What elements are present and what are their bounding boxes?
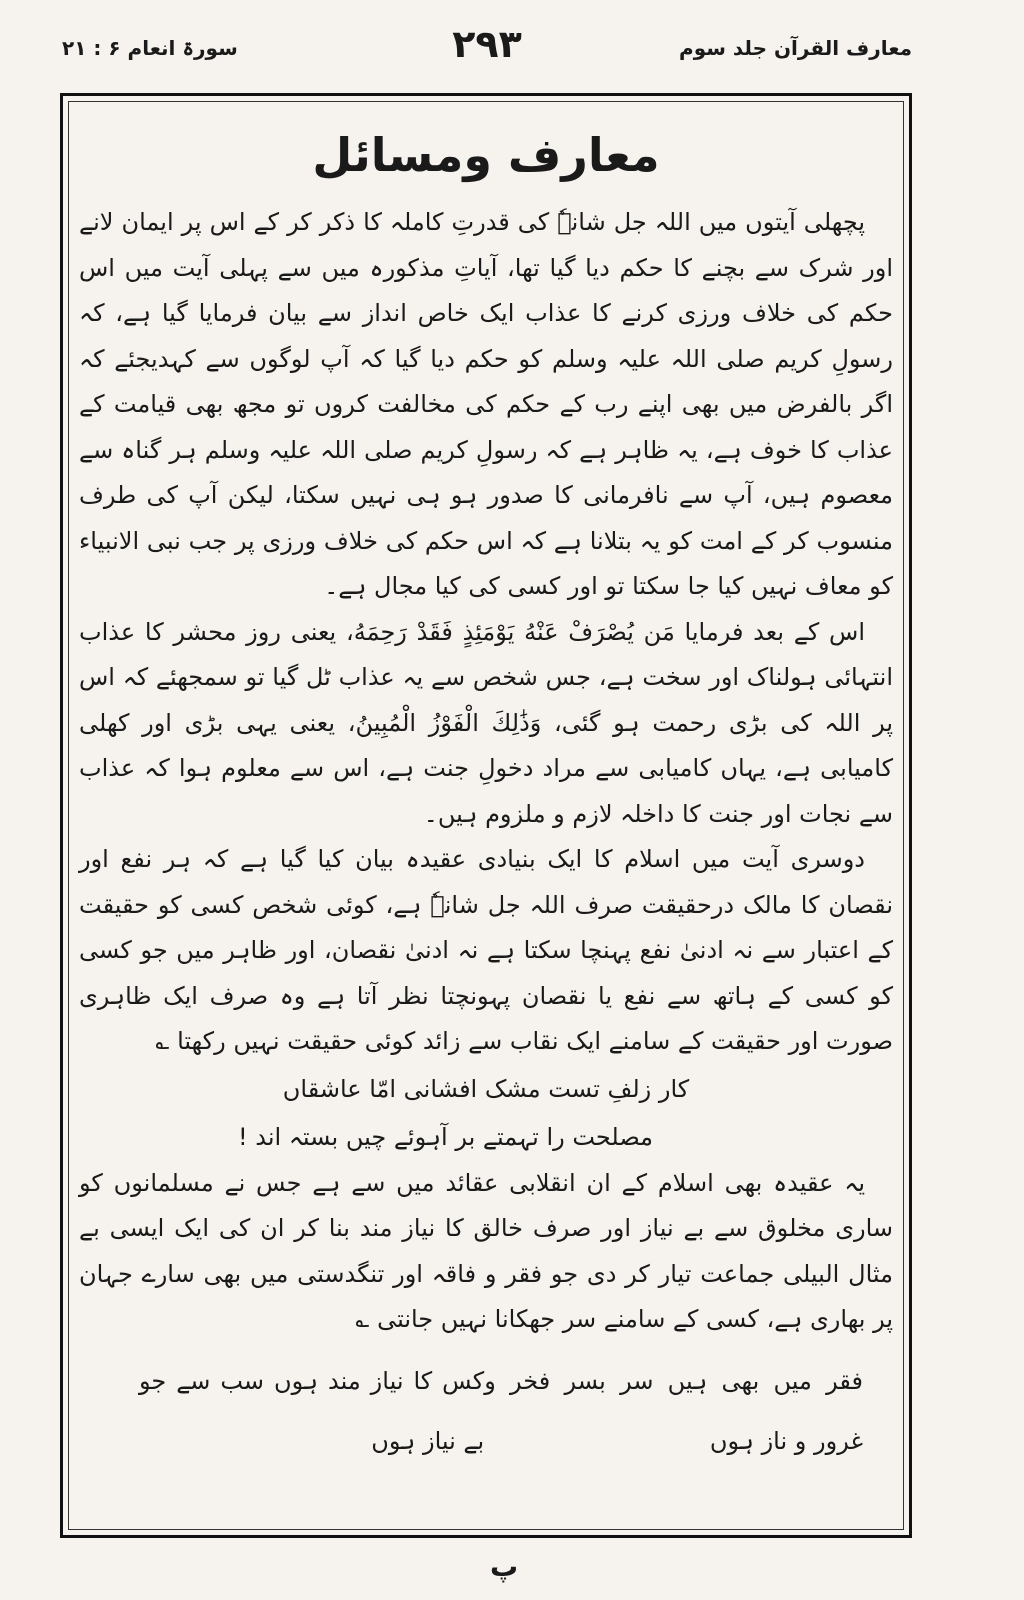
footer-mark: پ: [490, 1550, 519, 1583]
paragraph-3: دوسری آیت میں اسلام کا ایک بنیادی عقیدہ بیان کیا گیا ہے کہ ہر نفع اور نقصان کا مالک درحقیقت صرف اللہ جل شانہٗ ہے، کوئی شخص کسی کو حقیقت کے اعتبار سے نہ ادنیٰ نفع پہنچا سکتا ہے نہ ادنیٰ نقصان، اور ظاہر میں جو کسی کو کسی کے ہاتھ سے نفع یا نقصان پہونچتا نظر آتا ہے وہ صرف ایک ظاہری صورت اور حقیقت کے سامنے ایک نقاب سے زائد کوئی حقیقت نہیں رکھتا ؎: [79, 845, 893, 1055]
book-title: معارف القرآن جلد سوم: [679, 36, 912, 60]
verse-line-2: مصلحت را تہمتے بر آہوئے چیں بستہ اند !: [238, 1122, 653, 1151]
paragraph-4: یہ عقیدہ بھی اسلام کے ان انقلابی عقائد میں سے ہے جس نے مسلمانوں کو ساری مخلوق سے بے نیاز اور صرف خالق کا نیاز مند بنا کر ان کی ایک ایسی بے مثال البیلی جماعت تیار کر دی جو فقر و فاقہ اور تنگدستی میں بھی سارے جہان پر بھاری ہے، کسی کے سامنے سر جھکانا نہیں جانتی ؎: [79, 1168, 893, 1333]
page-header: [62, 22, 912, 72]
couplet-right: فقر میں بھی ہیں سر بسر فخر و غرور و ناز ہوں: [484, 1366, 863, 1455]
paragraph-2: اس کے بعد فرمایا مَن يُصْرَفْ عَنْهُ يَوْمَئِذٍ فَقَدْ رَحِمَهُ، یعنی روز محشر کا عذاب انتہائی ہولناک اور سخت ہے، جس شخص سے یہ عذاب ٹل گیا تو سمجھئے کہ اس پر اللہ کی بڑی رحمت ہو گئی، وَذَٰلِكَ الْفَوْزُ الْمُبِينُ، یعنی یہی بڑی اور کھلی کامیابی ہے، یہاں کامیابی سے مراد دخولِ جنت ہے، اس سے معلوم ہوا کہ عذاب سے نجات اور جنت کا داخلہ لازم و ملزوم ہیں۔: [79, 617, 893, 828]
page-content: [79, 114, 893, 1525]
section-title: معارف ومسائل: [312, 128, 660, 182]
couplet-left: کس کا نیاز مند ہوں سب سے جو بے نیاز ہوں: [139, 1366, 485, 1455]
closing-couplet: [79, 1351, 893, 1471]
surah-reference: سورۃ انعام ۶ : ۲۱: [62, 36, 238, 60]
paragraph-1: پچھلی آیتوں میں اللہ جل شانہٗ کی قدرتِ کاملہ کا ذکر کر کے اس پر ایمان لانے اور شرک سے بچنے کا حکم دیا گیا تھا، آیاتِ مذکورہ میں سے پہلی آیت میں اس حکم کی خلاف ورزی کرنے کا عذاب ایک خاص انداز سے بیان فرمایا گیا ہے، کہ رسولِ کریم صلی اللہ علیہ وسلم کو حکم دیا گیا کہ آپ لوگوں سے کہدیجئے کہ اگر بالفرض میں بھی اپنے رب کے حکم کی مخالفت کروں تو مجھ بھی قیامت کے عذاب کا خوف ہے، یہ ظاہر ہے کہ رسولِ کریم صلی اللہ علیہ وسلم ہر گناہ سے معصوم ہیں، آپ سے نافرمانی کا صدور ہو ہی نہیں سکتا، لیکن آپ کی طرف منسوب کر کے امت کو یہ بتلانا ہے کہ اس حکم کی خلاف ورزی پر جب نبی الانبیاء کو معاف نہیں کیا جا سکتا تو اور کسی کی کیا مجال ہے۔: [79, 208, 893, 600]
page-number: ۲۹۳: [452, 22, 522, 66]
page-frame: [60, 93, 912, 1538]
verse-line-1: کار زلفِ تست مشک افشانی امّا عاشقاں: [282, 1074, 690, 1103]
